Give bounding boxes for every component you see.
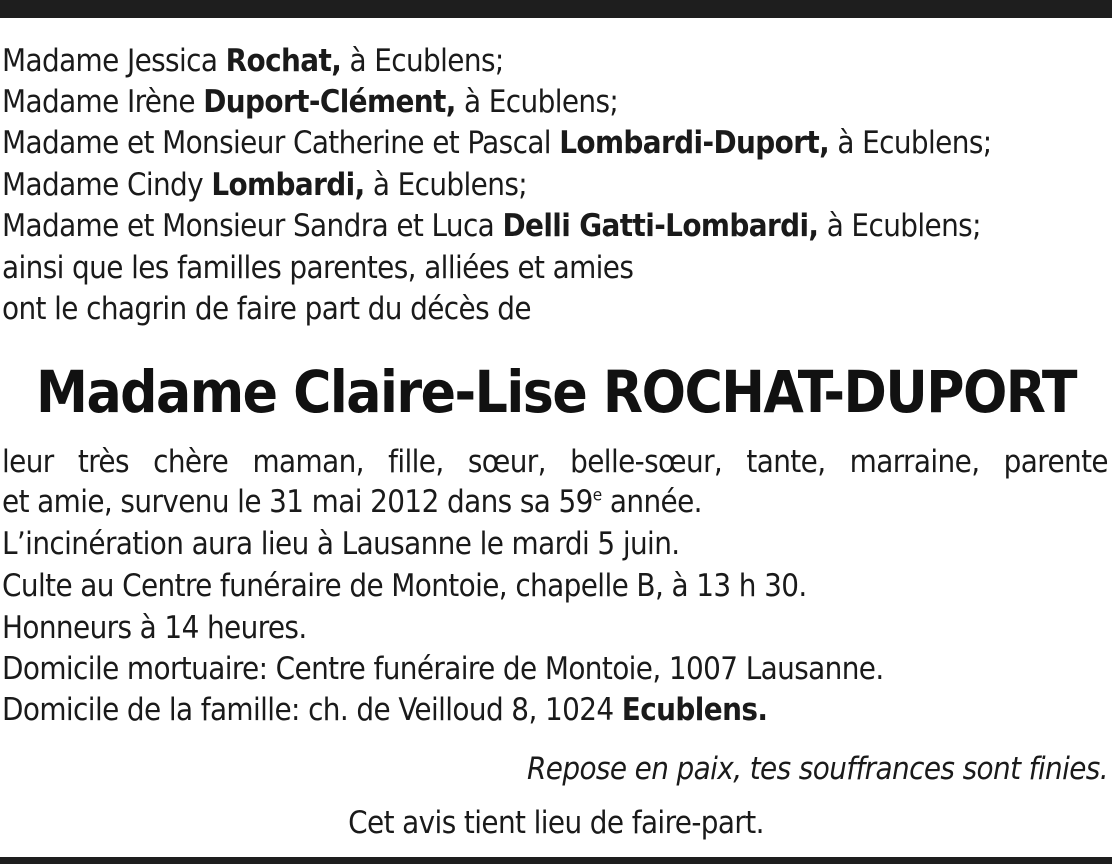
family-name: Delli Gatti-Lombardi, bbox=[502, 208, 819, 244]
detail-line-3: Honneurs à 14 heures. bbox=[2, 610, 307, 646]
relation-line: leur très chère maman, fille, sœur, belle-sœur, tante, marraine, parente bbox=[2, 444, 1108, 480]
family-home-place: Ecublens. bbox=[621, 692, 768, 728]
family-name: Duport-Clément, bbox=[203, 84, 456, 120]
family-name: Rochat, bbox=[225, 43, 342, 79]
closing-note: Cet avis tient lieu de faire-part. bbox=[348, 805, 764, 841]
family-name: Lombardi, bbox=[211, 167, 365, 203]
deceased-name: Madame Claire-Lise ROCHAT-DUPORT bbox=[36, 358, 1076, 426]
detail-line-1: L’incinération aura lieu à Lausanne le mardi 5 juin. bbox=[2, 526, 680, 562]
detail-line-4: Domicile mortuaire: Centre funéraire de Montoie, 1007 Lausanne. bbox=[2, 651, 884, 687]
death-date-line: et amie, survenu le 31 mai 2012 dans sa 59e année. bbox=[2, 484, 702, 520]
intro-line-2: ont le chagrin de faire part du décès de bbox=[2, 291, 531, 327]
family-home-line: Domicile de la famille: ch. de Veilloud 8, 1024 Ecublens. bbox=[2, 692, 768, 728]
bottom-rule bbox=[0, 857, 1112, 864]
top-rule bbox=[0, 0, 1112, 18]
family-line-5: Madame et Monsieur Sandra et Luca Delli Gatti-Lombardi, à Ecublens; bbox=[2, 208, 981, 244]
family-name: Lombardi-Duport, bbox=[559, 125, 830, 161]
family-line-2: Madame Irène Duport-Clément, à Ecublens; bbox=[2, 84, 619, 120]
intro-line-1: ainsi que les familles parentes, alliées et amies bbox=[2, 250, 634, 286]
family-line-4: Madame Cindy Lombardi, à Ecublens; bbox=[2, 167, 528, 203]
motto: Repose en paix, tes souffrances sont finies. bbox=[527, 751, 1108, 787]
family-line-1: Madame Jessica Rochat, à Ecublens; bbox=[2, 43, 504, 79]
family-line-3: Madame et Monsieur Catherine et Pascal Lombardi-Duport, à Ecublens; bbox=[2, 125, 992, 161]
detail-line-2: Culte au Centre funéraire de Montoie, chapelle B, à 13 h 30. bbox=[2, 568, 807, 604]
